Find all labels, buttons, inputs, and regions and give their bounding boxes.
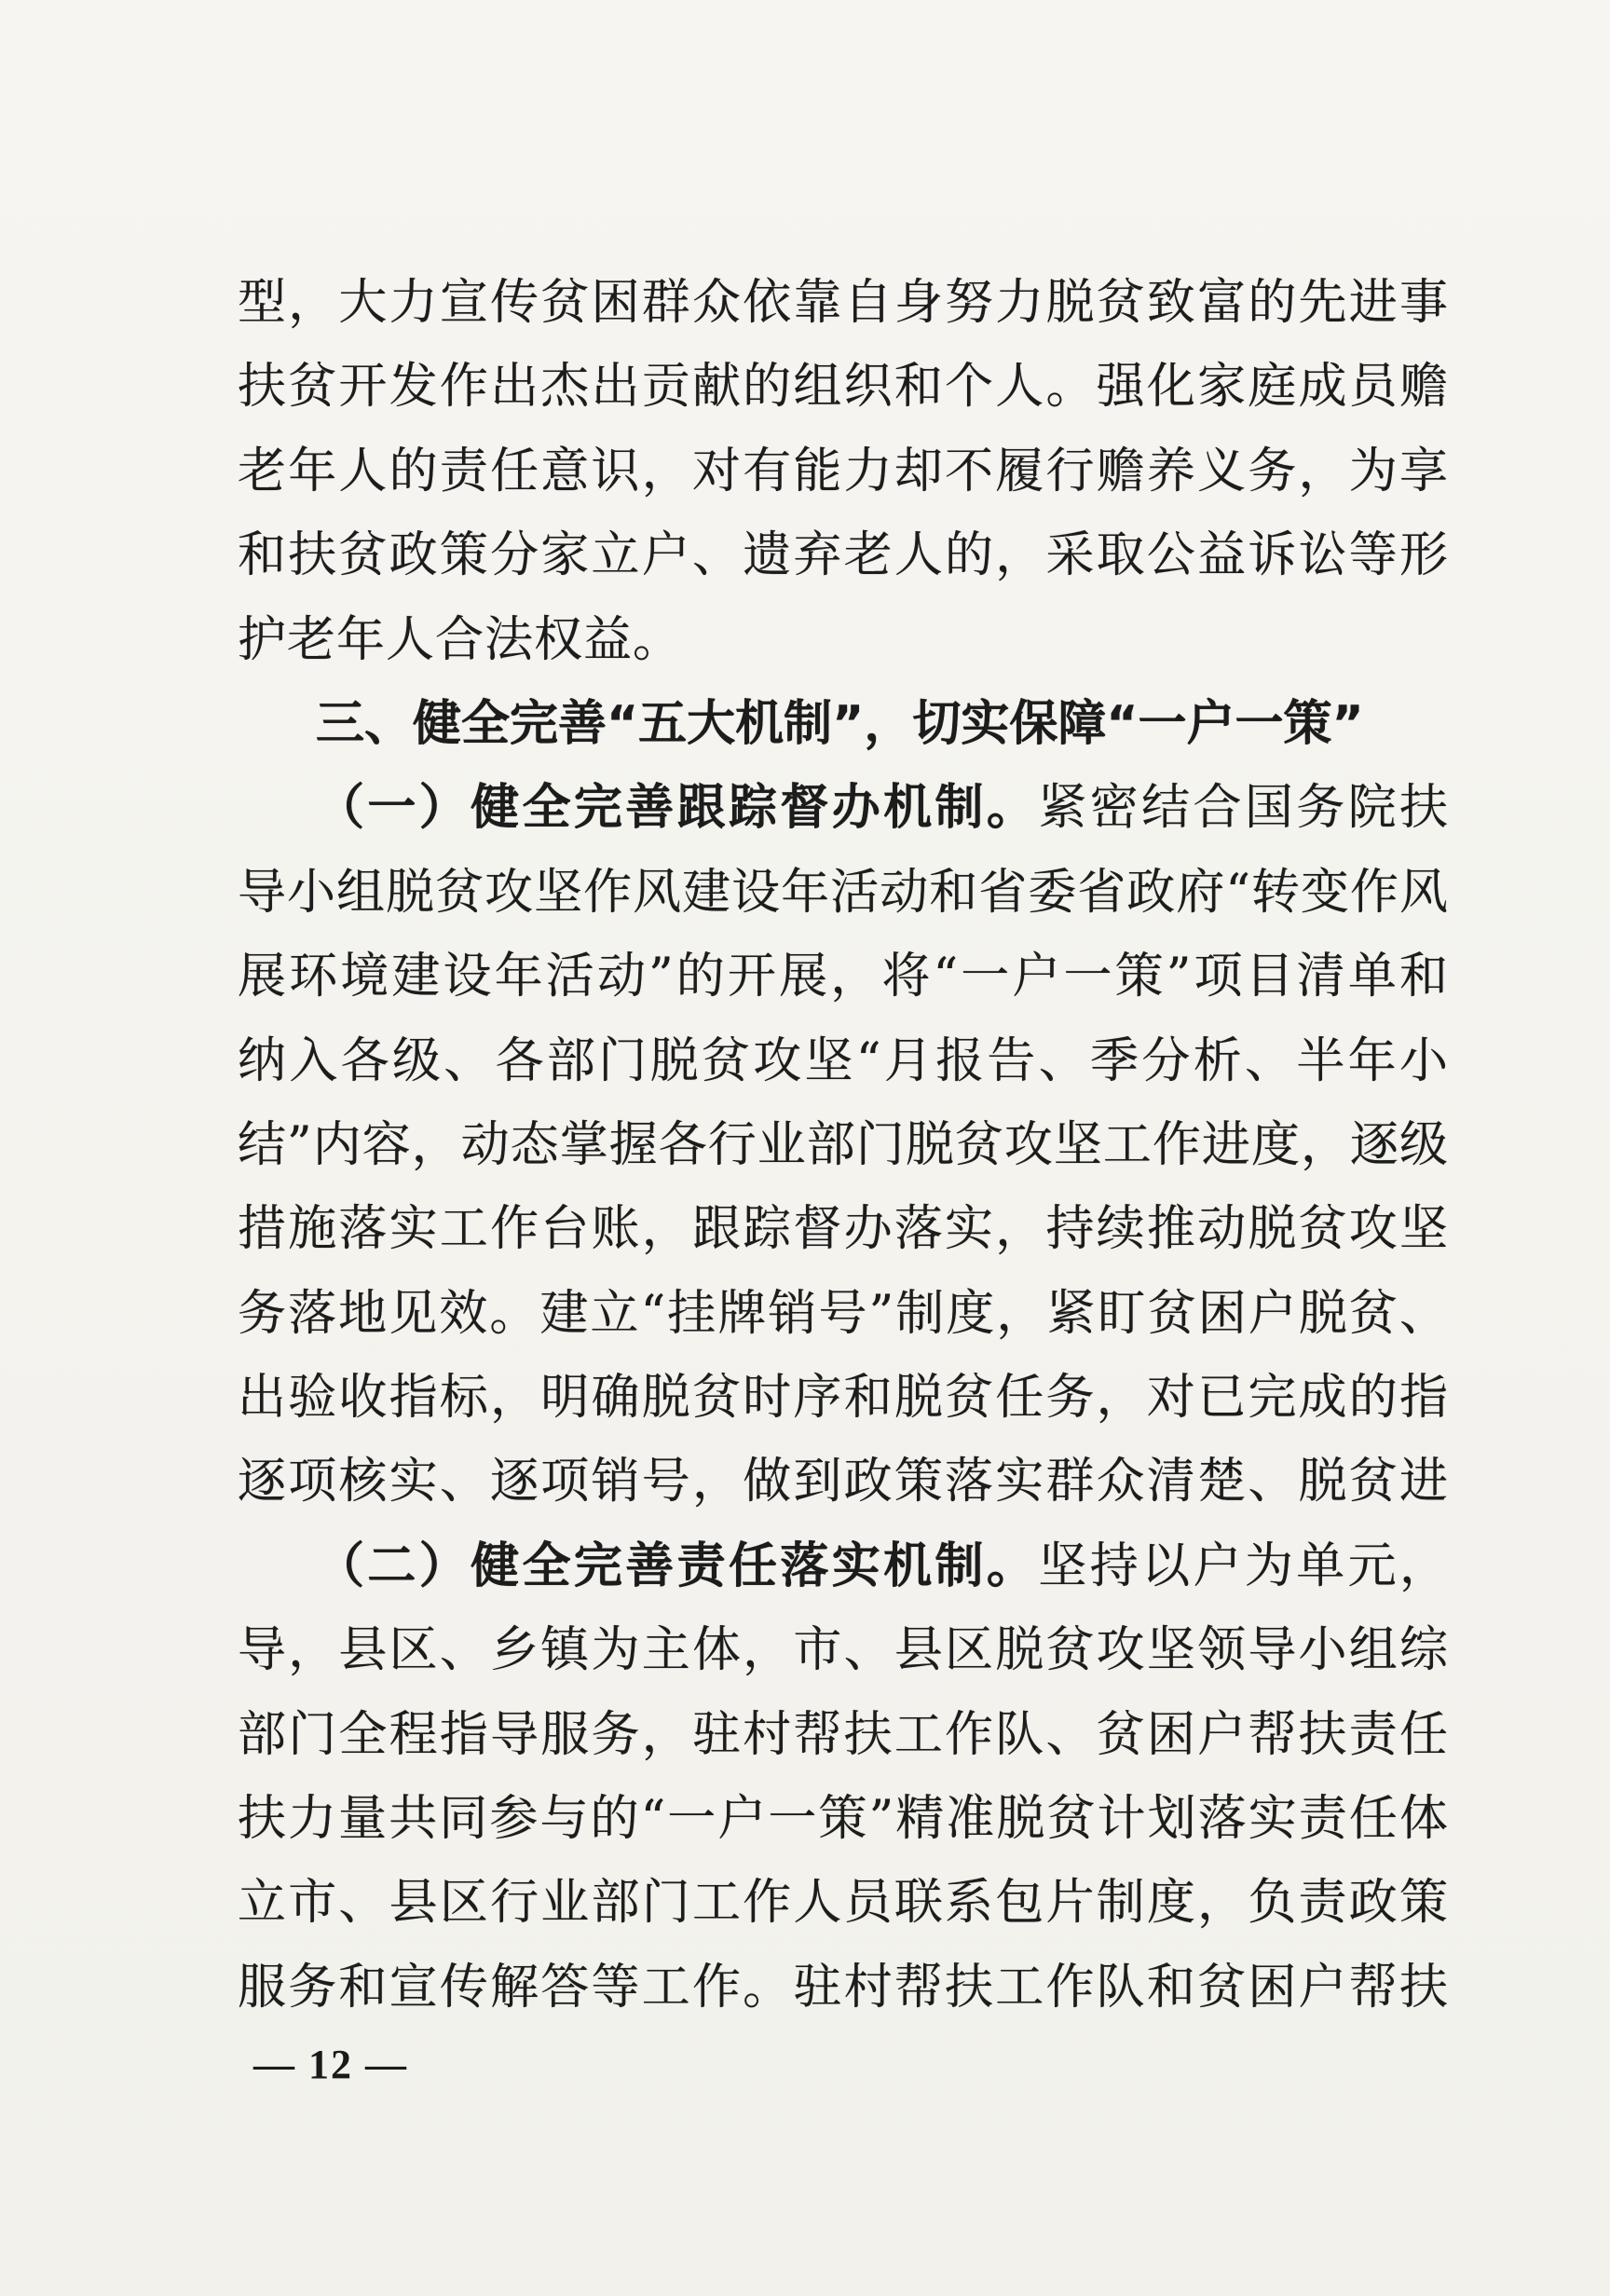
body-line: 展环境建设年活动”的开展，将“一户一策”项目清单和 bbox=[238, 949, 1449, 1005]
body-line: 务落地见效。建立“挂牌销号”制度，紧盯贫困户脱贫、 bbox=[238, 1285, 1449, 1342]
section-heading: 三、健全完善“五大机制”，切实保障“一户一策” bbox=[316, 695, 1364, 752]
body-line: 老年人的责任意识，对有能力却不履行赡养义务，为享 bbox=[238, 443, 1449, 499]
body-line: 服务和宣传解答等工作。驻村帮扶工作队和贫困户帮扶 bbox=[238, 1959, 1449, 2016]
body-line: 和扶贫政策分家立户、遗弃老人的，采取公益诉讼等形 bbox=[238, 527, 1449, 584]
paragraph-2-lead: （二）健全完善责任落实机制。 bbox=[316, 1538, 1039, 1594]
document-body bbox=[238, 261, 1449, 2030]
body-line: 导，县区、乡镇为主体，市、县区脱贫攻坚领导小组综 bbox=[238, 1622, 1449, 1679]
body-line: 扶贫开发作出杰出贡献的组织和个人。强化家庭成员赡 bbox=[238, 359, 1449, 416]
body-line: 扶力量共同参与的“一户一策”精准脱贫计划落实责任体 bbox=[238, 1791, 1449, 1848]
page-number: — 12 — bbox=[253, 2042, 408, 2087]
body-line: 立市、县区行业部门工作人员联系包片制度，负责政策 bbox=[238, 1875, 1449, 1932]
body-line: 型，大力宣传贫困群众依靠自身努力脱贫致富的先进事 bbox=[238, 275, 1449, 331]
body-line: 逐项核实、逐项销号，做到政策落实群众清楚、脱贫进 bbox=[238, 1454, 1449, 1510]
body-line: 纳入各级、各部门脱贫攻坚“月报告、季分析、半年小 bbox=[238, 1032, 1449, 1089]
paragraph-1-first-rest: 紧密结合国务院扶 bbox=[1038, 780, 1449, 837]
paragraph-1-first-line bbox=[238, 766, 1449, 850]
paragraph-2-first-rest: 坚持以户为单元， bbox=[1038, 1538, 1449, 1594]
body-line: 护老年人合法权益。 bbox=[238, 611, 683, 668]
body-line: 出验收指标，明确脱贫时序和脱贫任务，对已完成的指 bbox=[238, 1370, 1449, 1427]
body-line: 部门全程指导服务，驻村帮扶工作队、贫困户帮扶责任 bbox=[238, 1706, 1449, 1763]
body-line: 措施落实工作台账，跟踪督办落实，持续推动脱贫攻坚 bbox=[238, 1201, 1449, 1258]
body-line: 结”内容，动态掌握各行业部门脱贫攻坚工作进度，逐级 bbox=[238, 1116, 1449, 1173]
paragraph-1-lead: （一）健全完善跟踪督办机制。 bbox=[316, 780, 1039, 837]
paragraph-2-first-line bbox=[238, 1524, 1449, 1608]
body-line: 导小组脱贫攻坚作风建设年活动和省委省政府“转变作风 bbox=[238, 864, 1449, 921]
